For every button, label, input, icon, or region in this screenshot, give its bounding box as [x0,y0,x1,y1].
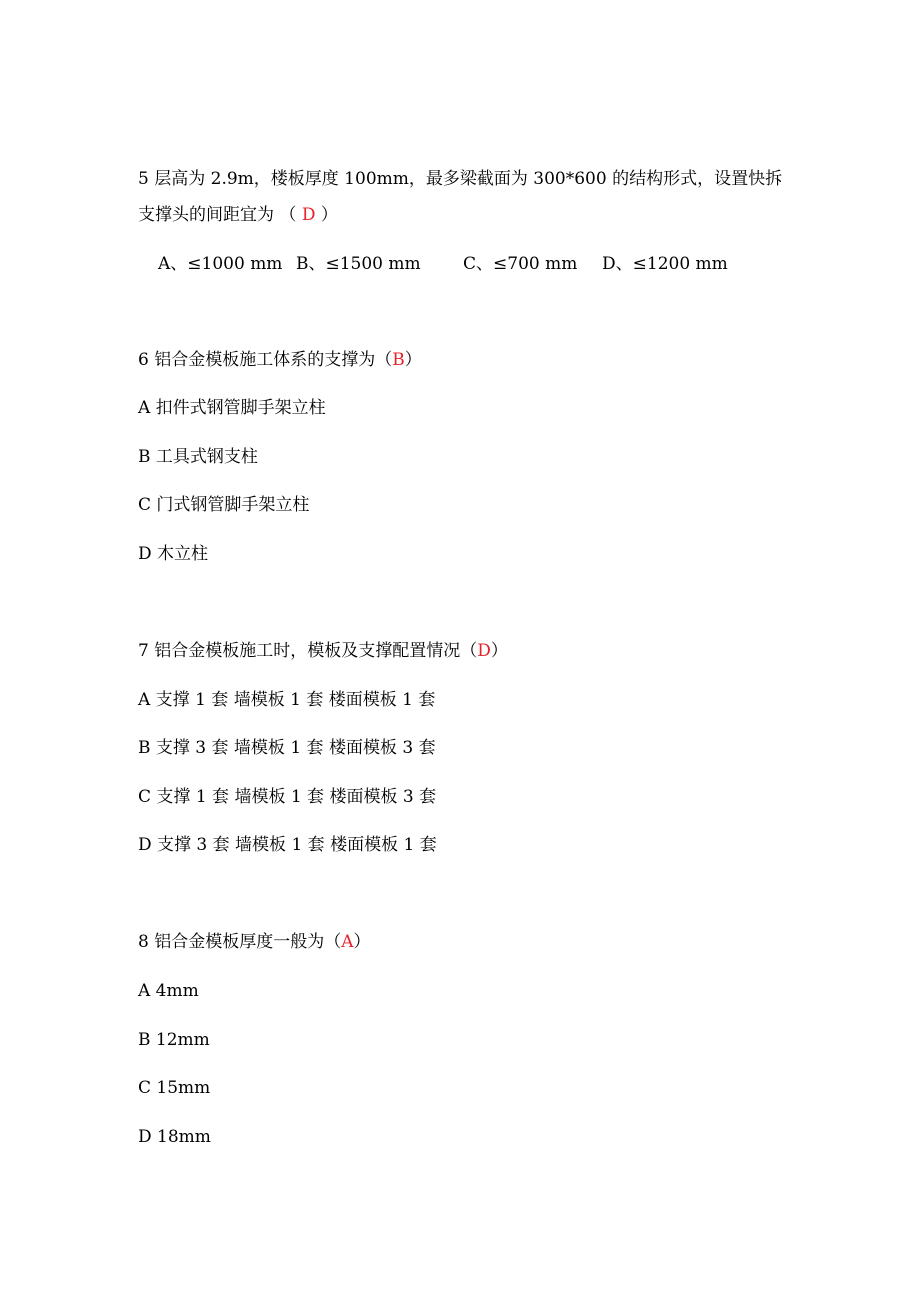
question-6-stem-suffix: ） [404,350,422,370]
question-6-stem-prefix: 6 铝合金模板施工体系的支撑为（ [138,350,393,370]
question-7-stem-prefix: 7 铝合金模板施工时，模板及支撑配置情况（ [138,641,478,661]
question-8-option-c: C 15mm [138,1078,211,1098]
question-7-option-c: C 支撑 1 套 墙模板 1 套 楼面模板 3 套 [138,787,437,807]
question-5-stem-line2 [138,203,338,227]
question-7-answer: D [477,641,491,661]
question-8-option-a: A 4mm [138,981,199,1001]
question-8-option-d: D 18mm [138,1127,211,1147]
question-5-option-b: B、≤1500 mm [296,254,421,274]
question-8-answer: A [341,932,354,952]
question-7-option-d: D 支撑 3 套 墙模板 1 套 楼面模板 1 套 [138,835,437,855]
question-8-stem-suffix: ） [353,932,371,952]
question-6-answer: B [392,350,405,370]
question-6-option-a: A 扣件式钢管脚手架立柱 [138,398,326,418]
question-5-option-c: C、≤700 mm [463,254,578,274]
question-5-stem-suffix: ） [315,205,338,225]
question-5-option-d: D、≤1200 mm [602,254,728,274]
question-7-option-a: A 支撑 1 套 墙模板 1 套 楼面模板 1 套 [138,690,436,710]
question-5-option-a: A、≤1000 mm [158,254,283,274]
question-5-stem-line1: 5 层高为 2.9m，楼板厚度 100mm，最多梁截面为 300*600 的结构形式，设置快拆 [138,169,783,189]
question-7-stem [138,639,508,663]
question-8-stem-prefix: 8 铝合金模板厚度一般为（ [138,932,342,952]
question-6-option-c: C 门式钢管脚手架立柱 [138,495,310,515]
question-8-stem [138,930,371,954]
question-7-stem-suffix: ） [490,641,508,661]
question-5-stem-prefix: 支撑头的间距宜为 （ [138,205,302,225]
question-6-option-b: B 工具式钢支柱 [138,447,258,467]
question-6-option-d: D 木立柱 [138,544,209,564]
question-5-answer: D [301,205,316,225]
question-6-stem [138,348,422,372]
question-7-option-b: B 支撑 3 套 墙模板 1 套 楼面模板 3 套 [138,738,436,758]
question-8-option-b: B 12mm [138,1030,210,1050]
